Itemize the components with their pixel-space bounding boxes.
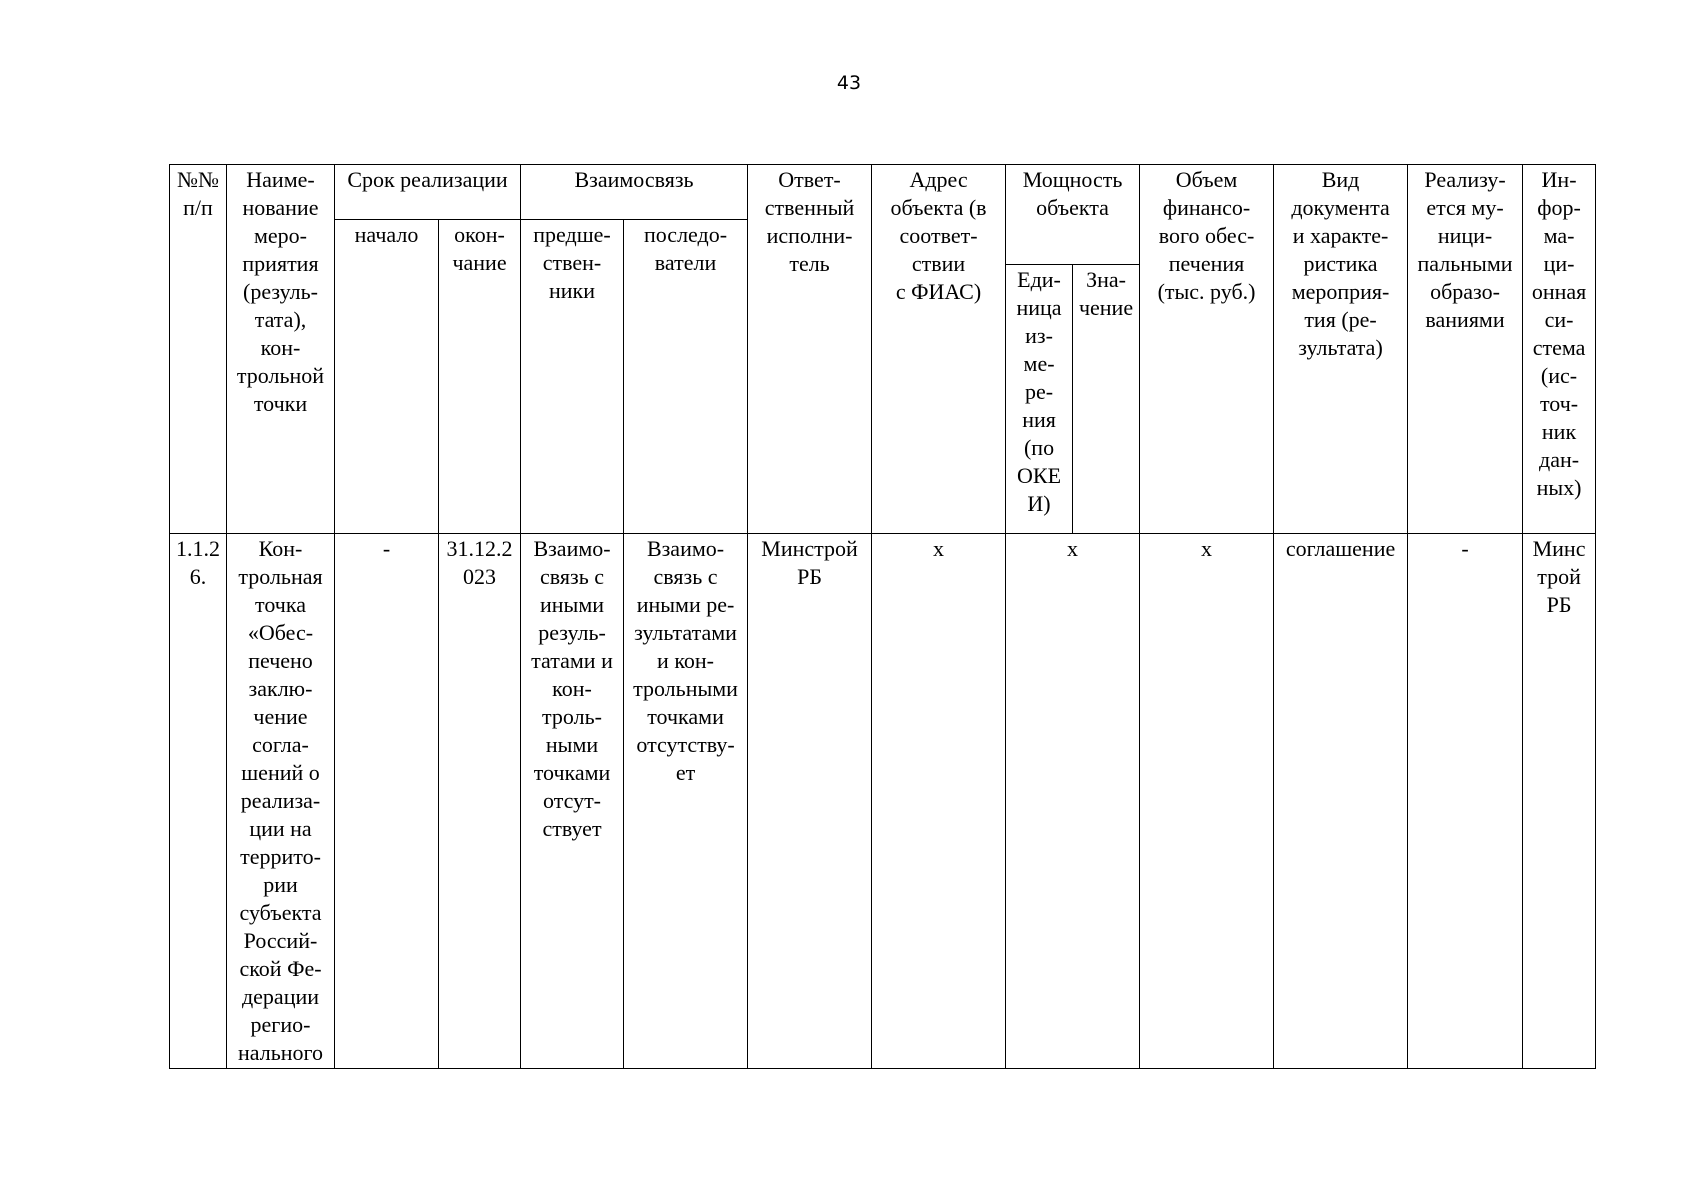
cell-info-system: Минс трой РБ xyxy=(1523,534,1596,1069)
header-predecessors: предше- ствен- ники xyxy=(521,220,624,534)
cell-successors: Взаимо- связь с иными ре- зультатами и кон- трольными точками отсутству- ет xyxy=(624,534,748,1069)
table-header-row xyxy=(170,165,1596,220)
plan-table xyxy=(169,164,1596,1069)
header-info-system: Ин- фор- ма- ци- онная си- стема (ис- точ- ник дан- ных) xyxy=(1523,165,1596,534)
table-row xyxy=(170,534,1596,1069)
header-num: №№ п/п xyxy=(170,165,227,534)
header-successors: последо- ватели xyxy=(624,220,748,534)
cell-address: х xyxy=(872,534,1006,1069)
header-period-end: окон- чание xyxy=(439,220,521,534)
cell-num: 1.1.2 6. xyxy=(170,534,227,1069)
header-municipal: Реализу- ется му- ници- пальными образо- ваниями xyxy=(1408,165,1523,534)
cell-start: - xyxy=(335,534,439,1069)
cell-capacity: х xyxy=(1006,534,1140,1069)
header-period-start: начало xyxy=(335,220,439,534)
header-period: Срок реализации xyxy=(335,165,521,220)
header-funding: Объем финансо- вого обес- печения (тыс. руб.) xyxy=(1140,165,1274,534)
header-unit: Еди- ница из- ме- ре- ния (по ОКЕ И) xyxy=(1006,265,1073,534)
header-capacity: Мощность объекта xyxy=(1006,165,1140,265)
cell-doc-type: соглашение xyxy=(1274,534,1408,1069)
cell-responsible: Минстрой РБ xyxy=(748,534,872,1069)
cell-municipal: - xyxy=(1408,534,1523,1069)
header-address: Адрес объекта (в соответ- ствии с ФИАС) xyxy=(872,165,1006,534)
cell-predecessors: Взаимо- связь с иными резуль- татами и кон- троль- ными точками отсут- ствует xyxy=(521,534,624,1069)
cell-end: 31.12.2 023 xyxy=(439,534,521,1069)
cell-name: Кон- трольная точка «Обес- печено заклю- чение согла- шений о реализа- ции на террито- рии субъекта Россий- ской Фе- дерации регио- нального xyxy=(227,534,335,1069)
header-name: Наиме- нование меро- приятия (резуль- тата), кон- трольной точки xyxy=(227,165,335,534)
header-relation: Взаимосвязь xyxy=(521,165,748,220)
page-number: 43 xyxy=(836,72,862,94)
header-responsible: Ответ- ственный исполни- тель xyxy=(748,165,872,534)
header-value: Зна- чение xyxy=(1073,265,1140,534)
header-doc-type: Вид документа и характе- ристика мероприя- тия (ре- зультата) xyxy=(1274,165,1408,534)
cell-funding: х xyxy=(1140,534,1274,1069)
